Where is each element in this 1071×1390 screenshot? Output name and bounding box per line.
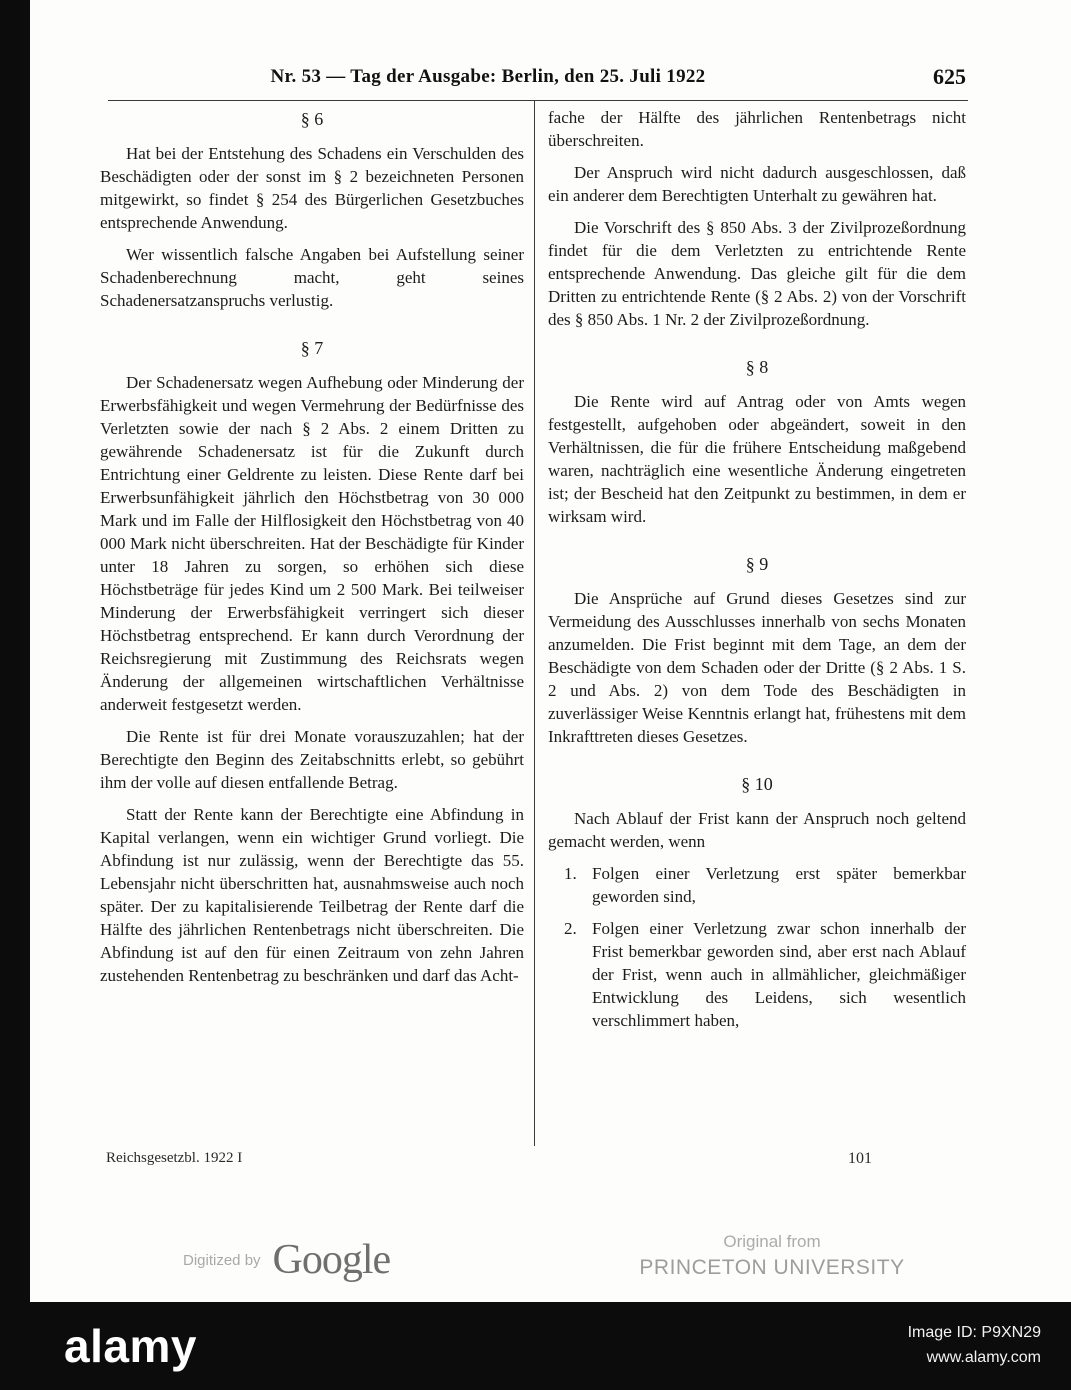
section-heading: § 7	[300, 338, 324, 358]
paragraph: Der Schadenersatz wegen Aufhebung oder Minderung der Erwerbsfähigkeit und wegen Vermehrung der Bedürfnisse des Verletzten sowie der nach § 2 Abs. 2 einem Dritten zu gewährende Schadenersatz ist für die Zukunft durch Entrichtung einer Geldrente zu leisten. Diese Rente darf bei Erwerbsunfähigkeit jährlich den Höchstbetrag von 30 000 Mark und im Falle der Hilflosigkeit den Höchstbetrag von 40 000 Mark nicht überschreiten. Hat der Beschädigte für Kinder unter 18 Jahren zu sorgen, so erhöhen sich diese Höchstbeträge für jedes Kind um 2 500 Mark. Bei teilweiser Minderung der Erwerbsfähigkeit verringert sich dieser Höchstbetrag entsprechend. Er kann durch Verordnung der Reichsregierung mit Zustimmung des Reichsrats wegen Änderung der allgemeinen wirtschaftlichen Verhältnisse anderweit festgesetzt werden.	[100, 373, 524, 714]
section-heading: § 8	[745, 357, 769, 377]
sheet-number: 101	[848, 1150, 872, 1167]
digitized-by-label: Digitized by	[183, 1251, 261, 1269]
paragraph: Die Rente ist für drei Monate vorauszuzahlen; hat der Berechtigte den Beginn des Zeitabschnitts erlebt, so gebührt ihm der volle auf diesen entfallende Betrag.	[100, 727, 524, 792]
paragraph: Der Anspruch wird nicht dadurch ausgeschlossen, daß ein anderer dem Berechtigten Unterhalt zu gewähren hat.	[548, 163, 966, 205]
right-column	[548, 106, 966, 1041]
list-item	[564, 862, 966, 908]
paragraph: Die Vorschrift des § 850 Abs. 3 der Zivilprozeßordnung findet für die dem Verletzten zu entrichtende Rente entsprechende Anwendung. Das gleiche gilt für die dem Dritten zu entrichtende Rente (§ 2 Abs. 2) von der Vorschrift des § 850 Abs. 1 Nr. 2 der Zivilprozeßordnung.	[548, 218, 966, 329]
paragraph: Nach Ablauf der Frist kann der Anspruch noch geltend gemacht werden, wenn	[548, 809, 966, 851]
paragraph: Die Ansprüche auf Grund dieses Gesetzes sind zur Vermeidung des Ausschlusses innerhalb von sechs Monaten anzumelden. Die Frist beginnt mit dem Tage, an dem der Beschädigte von dem Schaden oder der Dritte (§ 2 Abs. 1 S. 2 und Abs. 2) von dem Tode des Beschädigten in zuverlässiger Weise Kenntnis erlangt hat, frühestens mit dem Inkrafttreten dieses Gesetzes.	[548, 589, 966, 746]
paragraph: Die Rente wird auf Antrag oder von Amts wegen festgestellt, aufgehoben oder abgeändert, soweit in den Verhältnissen, die für die frühere Entscheidung maßgebend waren, nachträglich eine wesentliche Änderung eingetreten ist; der Bescheid hat den Zeitpunkt zu bestimmen, in dem er wirksam wird.	[548, 392, 966, 526]
section-heading: § 10	[741, 774, 773, 794]
left-column	[100, 106, 524, 996]
google-watermark	[183, 1236, 390, 1284]
alamy-left-bar	[0, 0, 30, 1390]
list-item-number: 1.	[564, 864, 577, 883]
page-number: 625	[933, 64, 966, 89]
signature-mark: Reichsgesetzbl. 1922 I	[106, 1150, 243, 1166]
paragraph: fache der Hälfte des jährlichen Rentenbetrags nicht überschreiten.	[548, 108, 966, 150]
alamy-url: www.alamy.com	[926, 1349, 1041, 1366]
list-item-text: Folgen einer Verletzung zwar schon innerhalb der Frist bemerkbar geworden sind, aber erst nach Ablauf der Frist, wenn auch in allmählicher, gleichmäßiger Entwicklung des Leidens, sich wesentlich verschlimmert haben,	[592, 919, 966, 1030]
alamy-image-id: Image ID: P9XN29	[907, 1324, 1041, 1342]
institution-label: PRINCETON UNIVERSITY	[639, 1256, 905, 1279]
section-heading: § 9	[745, 554, 769, 574]
section-heading: § 6	[300, 109, 324, 129]
alamy-image-info	[908, 1321, 1041, 1371]
paragraph: Hat bei der Entstehung des Schadens ein Verschulden des Beschädigten oder der sonst im § 2 bezeichneten Personen mitgewirkt, so findet § 254 des Bürgerlichen Gesetzbuches entsprechende Anwendung.	[100, 144, 524, 232]
original-from-label: Original from	[723, 1232, 821, 1251]
paragraph: Wer wissentlich falsche Angaben bei Aufstellung seiner Schadenberechnung macht, geht seines Schadenersatzanspruchs verlustig.	[100, 245, 524, 310]
header-rule	[108, 100, 968, 101]
list-item-number: 2.	[564, 919, 577, 938]
alamy-bottom-bar	[0, 1302, 1071, 1390]
column-divider	[534, 100, 535, 1146]
google-logo: Google	[272, 1237, 391, 1283]
alamy-logo: alamy	[64, 1320, 197, 1372]
page-header-title: Nr. 53 — Tag der Ausgabe: Berlin, den 25. Juli 1922	[270, 66, 706, 87]
provenance-block	[612, 1232, 932, 1280]
paragraph: Statt der Rente kann der Berechtigte eine Abfindung in Kapital verlangen, wenn ein wichtiger Grund vorliegt. Die Abfindung ist nur zulässig, wenn der Berechtigte das 55. Lebensjahr nicht überschritten hat, ausnahmsweise auch noch später. Der zu kapitalisierende Teilbetrag der Rente darf die Hälfte des jährlichen Rentenbetrags nicht überschreiten. Die Abfindung ist auf den für einen Zeitraum von zehn Jahren zustehenden Rentenbetrag zu beschränken und darf das Acht-	[100, 805, 524, 985]
list-item-text: Folgen einer Verletzung erst später bemerkbar geworden sind,	[592, 864, 966, 906]
list-item	[564, 917, 966, 1032]
page-header-row	[100, 66, 966, 92]
